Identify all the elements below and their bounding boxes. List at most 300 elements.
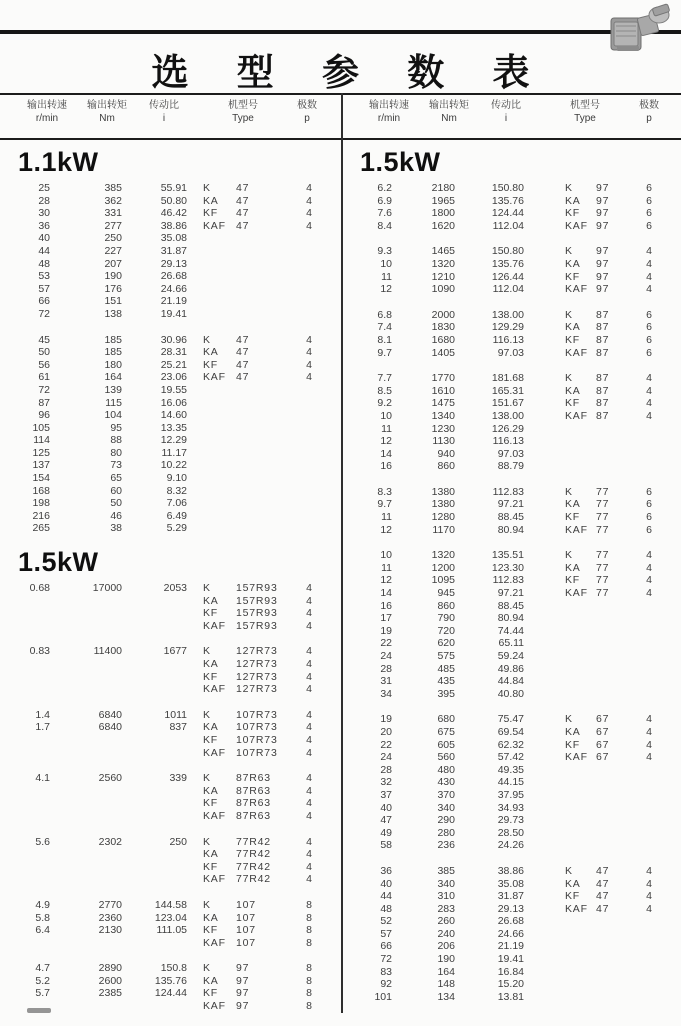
cell-poles [291,422,312,435]
cell-type-prefix [565,637,596,650]
table-row [0,937,341,950]
cell-poles: 4 [646,397,652,410]
cell-ratio: 16.06 [160,396,187,409]
cell-output-torque: 395 [437,687,455,700]
cell-ratio [122,848,187,861]
cell-poles: 4 [306,207,312,220]
cell-type-size [596,435,643,448]
cell-poles: 4 [646,384,652,397]
cell-output-speed [0,658,50,671]
cell-output-torque: 720 [437,624,455,637]
cell-type-prefix: KF [203,670,219,683]
cell-output-torque: 138 [104,307,122,320]
cell-output-speed: 40 [380,801,392,814]
data-block [342,486,681,536]
cell-poles: 4 [306,658,312,670]
cell-type-size: 127R73 [236,670,278,683]
cell-ratio: 138.00 [491,308,524,321]
cell-type-prefix [203,409,236,422]
header-label-unit: i [162,113,166,124]
cell-output-torque: 340 [437,801,455,814]
cell-type-size [236,422,291,435]
table-row [342,549,681,562]
cell-type-prefix: K [565,713,573,726]
cell-poles: 4 [306,809,312,822]
table-row [0,772,341,785]
cell-type-size [596,789,643,802]
cell-poles: 6 [646,346,652,359]
cell-poles: 8 [306,924,312,937]
cell-type-prefix: KAF [203,683,226,696]
cell-type-prefix: KAF [203,746,226,759]
table-row [342,511,681,524]
table-row [342,410,681,423]
cell-poles: 4 [306,582,312,595]
cell-output-speed: 11 [381,561,392,574]
cell-type-prefix: KF [565,270,581,283]
cell-type-size: 97 [236,974,250,987]
cell-type-prefix [565,448,596,461]
cell-ratio: 21.19 [497,940,524,953]
cell-output-torque [50,797,122,810]
header-label-unit: Nm [99,113,115,124]
header-label-unit: p [646,113,652,124]
cell-type-size [236,409,291,422]
cell-poles: 4 [646,245,652,258]
cell-type-prefix: K [565,549,573,562]
header-cell [491,99,521,125]
cell-output-speed: 36 [380,864,392,877]
cell-type-size: 97 [596,219,610,232]
cell-type-size: 97 [596,257,610,270]
cell-ratio: 124.44 [154,987,187,1000]
cell-ratio: 38.86 [160,219,187,232]
table-row [342,460,681,473]
table-row [342,890,681,903]
cell-ratio: 80.94 [497,523,524,536]
cell-ratio: 55.91 [160,182,187,194]
cell-output-speed: 96 [38,409,50,422]
cell-output-torque: 190 [104,270,122,283]
cell-output-torque: 1475 [431,397,455,410]
cell-poles [291,485,312,498]
cell-output-speed: 6.2 [377,182,392,194]
table-row [342,562,681,575]
cell-ratio: 7.06 [166,497,187,510]
cell-type-prefix [565,827,596,840]
table-row [342,309,681,322]
table-row [342,625,681,638]
cell-output-speed: 45 [38,333,50,346]
table-row [342,978,681,991]
cell-poles [643,600,652,613]
section-heading: 1.5kW [18,547,99,578]
cell-output-speed: 12 [380,283,392,296]
cell-ratio: 50.80 [160,194,187,207]
cell-output-torque: 206 [437,940,455,953]
table-row [342,650,681,663]
cell-ratio: 123.30 [491,561,524,574]
cell-type-size: 157R93 [236,619,278,632]
cell-ratio: 88.45 [497,599,524,612]
table-row [0,371,341,384]
cell-output-speed: 216 [32,509,50,522]
cell-output-torque: 60 [110,484,122,497]
cell-ratio: 37.95 [497,788,524,801]
cell-type-size: 157R93 [236,582,278,595]
cell-ratio: 1011 [164,708,187,721]
cell-type-size [236,232,291,245]
header-label-zh: 机型号 [570,100,600,111]
cell-type-size [236,472,291,485]
cell-output-torque: 385 [437,864,455,877]
data-block [0,709,341,759]
table-row [0,987,341,1000]
cell-type-size: 77R42 [236,848,271,861]
cell-ratio: 138.00 [491,409,524,422]
cell-poles [291,308,312,321]
cell-poles: 6 [646,485,652,498]
cell-ratio [122,873,187,886]
cell-poles: 4 [646,283,652,296]
table-row [342,637,681,650]
cell-type-size: 97 [236,1000,250,1013]
cell-ratio: 23.06 [160,371,187,384]
cell-output-torque: 340 [437,877,455,890]
cell-output-speed: 40 [38,232,50,245]
cell-output-torque: 385 [104,182,122,194]
data-block [342,309,681,359]
cell-type-size: 157R93 [236,594,278,607]
table-row [0,620,341,633]
cell-poles: 6 [646,333,652,346]
cell-output-torque: 11400 [93,645,122,658]
cell-output-torque: 485 [437,662,455,675]
cell-type-prefix [203,245,236,258]
cell-poles: 8 [306,962,312,975]
cell-ratio: 59.24 [497,650,524,662]
cell-type-prefix [203,472,236,485]
cell-ratio: 19.55 [160,383,187,396]
cell-output-torque: 1230 [431,422,455,435]
cell-type-prefix [565,612,596,625]
cell-type-size [596,802,643,815]
cell-output-torque: 2600 [98,974,122,987]
cell-type-prefix: K [203,835,211,848]
data-block [342,713,681,852]
cell-output-torque: 370 [437,788,455,801]
cell-type-prefix: K [203,708,211,721]
cell-type-size [596,448,643,461]
table-row [0,683,341,696]
cell-output-torque: 620 [437,637,455,650]
cell-ratio: 135.51 [491,549,524,562]
cell-type-size: 97 [236,962,250,975]
cell-type-size: 87 [596,372,610,385]
cell-output-torque: 945 [437,587,455,600]
cell-output-speed: 17 [380,612,392,625]
cell-output-speed [0,873,50,886]
table-row [342,372,681,385]
cell-ratio: 144.58 [154,898,187,911]
cell-type-prefix: KAF [203,219,226,232]
power-section [0,548,341,1013]
cell-output-torque: 1620 [431,219,455,232]
cell-poles [643,839,652,852]
cell-poles [643,827,652,840]
cell-output-speed: 50 [38,346,50,359]
table-row [342,220,681,233]
cell-output-torque: 1380 [431,498,455,511]
cell-type-prefix [565,663,596,676]
table-row [342,940,681,953]
cell-output-speed: 92 [380,978,392,991]
cell-poles [643,953,652,966]
header-cell [570,99,600,125]
cell-ratio: 13.81 [497,990,524,1003]
cell-output-speed [0,683,50,696]
cell-output-speed: 5.2 [35,974,50,987]
cell-output-speed: 57 [38,282,50,295]
cell-poles [643,650,652,663]
cell-type-size [236,397,291,410]
cell-ratio: 1677 [163,645,187,658]
cell-output-torque: 1090 [431,283,455,296]
power-section [342,148,681,1003]
cell-type-prefix [203,459,236,472]
cell-type-size: 67 [596,751,610,764]
cell-type-size: 47 [236,194,250,207]
cell-type-prefix [565,435,596,448]
cell-ratio: 44.15 [497,776,524,789]
cell-type-size: 47 [236,346,250,359]
cell-type-prefix: KA [565,194,581,207]
cell-ratio: 44.84 [497,675,524,688]
cell-ratio: 12.29 [160,434,187,447]
cell-output-torque: 46 [110,509,122,522]
cell-poles: 4 [306,194,312,207]
cell-type-prefix: K [565,182,573,194]
table-row [342,321,681,334]
cell-type-size [596,953,643,966]
cell-type-prefix [203,434,236,447]
cell-output-speed: 8.4 [377,219,392,232]
cell-poles: 4 [306,219,312,232]
table-row [342,739,681,752]
cell-output-torque: 1380 [431,485,455,498]
cell-type-size: 107 [236,936,256,949]
cell-type-size: 77R42 [236,873,271,886]
table-row [0,797,341,810]
cell-ratio: 124.44 [491,207,524,220]
cell-type-size [596,675,643,688]
cell-output-speed [0,734,50,747]
cell-ratio: 126.44 [491,270,524,283]
cell-type-prefix: K [203,898,211,911]
cell-ratio: 6.49 [166,509,187,522]
cell-poles [291,283,312,296]
cell-ratio [122,1000,187,1013]
table-row [0,359,341,372]
table-row [342,347,681,360]
cell-type-size: 107R73 [236,733,278,746]
cell-type-prefix: KA [565,877,581,890]
cell-output-torque: 2000 [431,308,455,321]
cell-ratio: 116.13 [492,333,524,346]
table-row [0,582,341,595]
table-row [342,612,681,625]
cell-output-speed [0,607,50,620]
cell-type-prefix: KA [203,784,219,797]
cell-type-size: 87 [596,321,610,334]
cell-type-size [596,764,643,777]
power-section [0,148,341,535]
table-row [342,865,681,878]
table-row [0,434,341,447]
cell-output-torque: 1320 [431,257,455,270]
cell-output-speed [0,797,50,810]
cell-type-size: 107R73 [236,746,278,759]
table-row [342,903,681,916]
cell-ratio: 165.31 [491,384,524,397]
cell-type-prefix: KF [203,358,219,371]
cell-type-prefix [565,423,596,436]
cell-output-speed: 12 [380,574,392,587]
cell-type-size: 97 [596,182,610,194]
table-row [0,848,341,861]
cell-type-prefix [565,688,596,701]
cell-type-size [596,991,643,1004]
cell-poles [643,928,652,941]
cell-ratio: 339 [169,772,187,785]
data-block [0,334,341,536]
cell-ratio: 11.17 [161,446,187,459]
cell-output-speed: 5.7 [35,987,50,1000]
cell-output-speed: 8.5 [377,384,392,397]
cell-ratio: 65.11 [498,637,524,650]
cell-output-speed: 87 [38,396,50,409]
cell-type-prefix: KA [203,194,219,207]
header-label-zh: 极数 [297,100,317,111]
cell-type-prefix: K [203,645,211,658]
table-row [342,802,681,815]
table-row [0,709,341,722]
cell-type-size: 67 [596,725,610,738]
cell-output-speed: 9.7 [377,346,392,359]
table-row [342,195,681,208]
cell-output-speed: 0.83 [29,645,50,658]
cell-output-speed: 22 [380,637,392,650]
cell-ratio: 28.31 [160,346,187,359]
cell-output-torque [50,620,122,633]
table-row [0,912,341,925]
cell-type-size: 47 [236,333,250,346]
cell-poles [643,915,652,928]
cell-poles [291,497,312,510]
cell-output-torque: 2360 [98,911,122,924]
table-row [342,334,681,347]
cell-type-size [596,966,643,979]
header-label-zh: 输出转速 [369,100,409,111]
cell-output-speed: 101 [374,990,392,1003]
cell-type-size: 97 [596,270,610,283]
cell-output-torque: 362 [104,194,122,207]
cell-poles [291,434,312,447]
cell-ratio [122,595,187,608]
cell-type-prefix [203,447,236,460]
table-row [342,435,681,448]
table-row [0,472,341,485]
table-row [0,962,341,975]
data-block [0,582,341,632]
cell-output-torque: 80 [110,446,122,459]
cell-output-torque: 2385 [98,987,122,1000]
cell-type-prefix: KF [203,860,219,873]
header-cell [87,99,127,125]
cell-output-torque [50,658,122,671]
table-row [0,924,341,937]
cell-output-torque [50,734,122,747]
cell-type-size [236,510,291,523]
cell-type-size: 77 [596,511,610,524]
table-row [342,726,681,739]
cell-poles: 4 [306,346,312,359]
cell-poles: 4 [306,772,312,785]
cell-type-size: 47 [236,207,250,220]
cell-poles [291,522,312,535]
table-row [0,459,341,472]
cell-output-speed: 7.4 [377,321,392,334]
cell-poles: 4 [306,860,312,873]
cell-ratio: 24.26 [497,839,524,852]
cell-output-speed: 53 [38,270,50,283]
cell-type-prefix: KF [203,733,219,746]
cell-ratio: 5.29 [166,522,187,535]
cell-output-speed: 28 [380,662,392,675]
cell-type-prefix: K [565,485,573,498]
cell-type-prefix: KA [203,911,219,924]
table-row [0,195,341,208]
cell-poles [643,978,652,991]
cell-type-prefix: KA [203,974,219,987]
cell-type-size [236,522,291,535]
cell-output-torque [50,937,122,950]
cell-type-prefix [565,978,596,991]
cell-ratio [122,671,187,684]
cell-type-prefix: KF [203,607,219,620]
cell-output-torque: 180 [104,358,122,371]
table-row [0,384,341,397]
cell-type-prefix: KA [565,561,581,574]
cell-output-torque [50,1000,122,1013]
table-row [0,721,341,734]
cell-output-torque: 1405 [431,346,455,359]
cell-output-torque [50,861,122,874]
cell-type-size [236,434,291,447]
cell-poles: 8 [306,987,312,1000]
cell-type-prefix [565,675,596,688]
cell-poles: 6 [646,308,652,321]
header-label-unit: r/min [35,113,59,124]
cell-type-size [236,447,291,460]
cell-ratio [122,683,187,696]
cell-ratio: 49.86 [497,662,524,675]
cell-type-prefix [203,510,236,523]
cell-output-torque [50,747,122,760]
header-label-zh: 传动比 [491,100,521,111]
cell-type-prefix [203,384,236,397]
cell-type-size: 47 [236,358,250,371]
